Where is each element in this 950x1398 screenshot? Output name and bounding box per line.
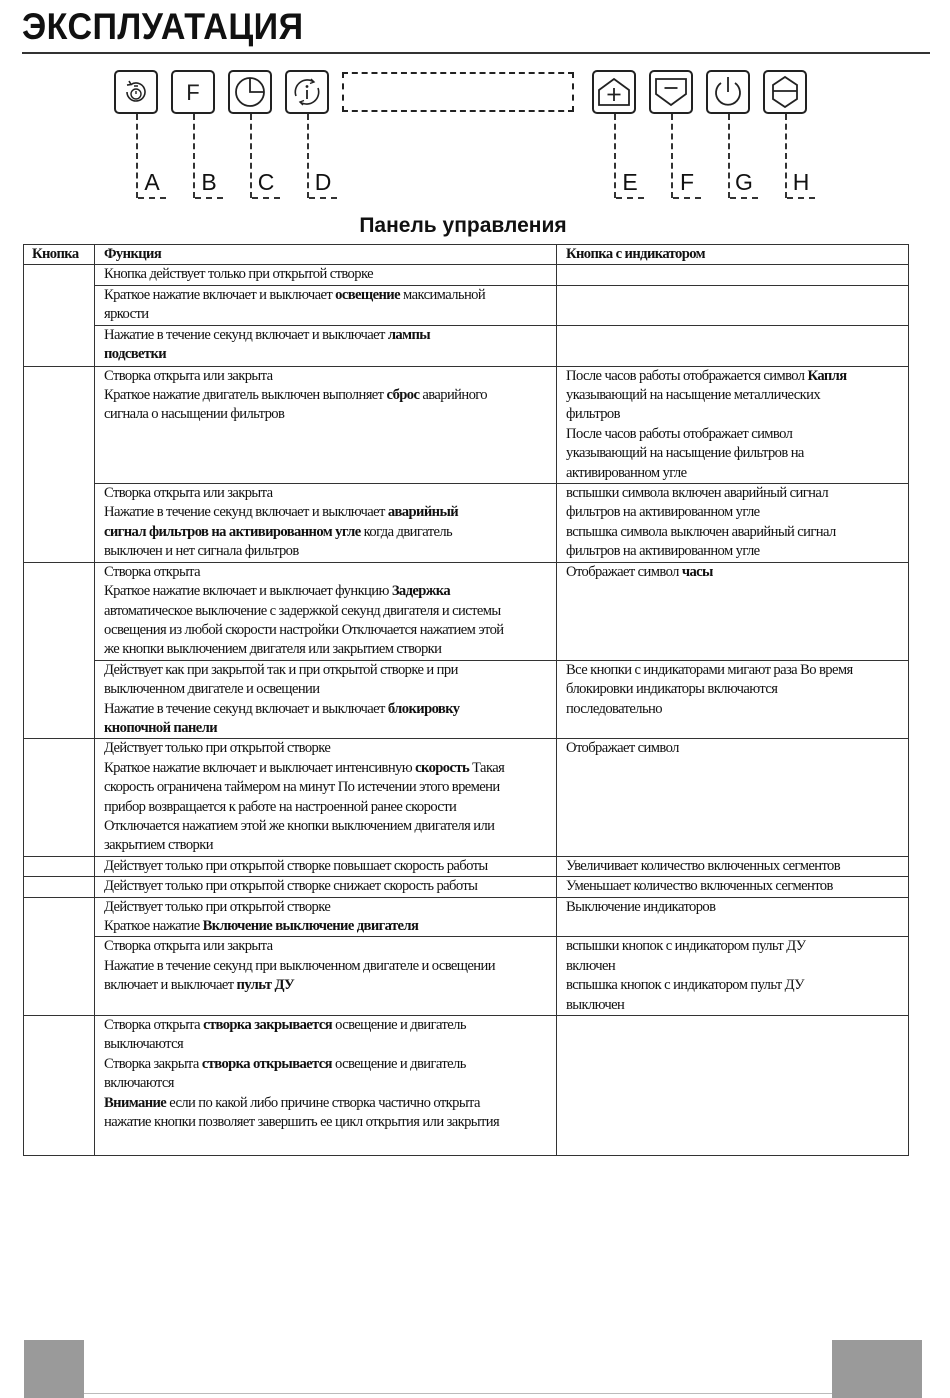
indicator-cell <box>557 484 909 563</box>
function-f-icon <box>176 75 210 109</box>
cell-line: автоматическое выключение с задержкой секунд двигателя и системы <box>104 602 501 619</box>
cell-line: вспышки кнопок с индикатором пульт ДУ <box>566 938 806 955</box>
cell-line: Кнопка действует только при открытой створке <box>104 266 373 283</box>
cell-line: Уменьшает количество включенных сегментов <box>566 878 833 895</box>
cell-line: включен <box>566 957 616 974</box>
table-row <box>24 897 909 937</box>
button-g-power <box>706 70 750 114</box>
display-area <box>342 72 574 112</box>
indicator-cell <box>557 877 909 897</box>
function-cell <box>95 484 557 563</box>
button-cell-d <box>24 739 95 856</box>
footer-rule <box>84 1393 832 1394</box>
cell-line: Выключение индикаторов <box>566 898 716 915</box>
cell-line: выключен <box>566 996 625 1013</box>
cell-line: Увеличивает количество включенных сегментов <box>566 857 841 874</box>
cell-line: Нажатие в течение секунд включает и выключает аварийный <box>104 504 459 521</box>
cell-line: Краткое нажатие двигатель выключен выполняет сброс аварийного <box>104 387 488 404</box>
button-cell-b <box>24 366 95 562</box>
table-header-row <box>24 245 909 265</box>
table-row <box>24 562 909 660</box>
section-title: Панель управления <box>359 214 567 237</box>
cell-line: Краткое нажатие включает и выключает функцию Задержка <box>104 583 451 600</box>
cell-line: Створка открыта <box>104 563 201 580</box>
cell-line: кнопочной панели <box>104 719 218 736</box>
cell-line: включает и выключает пульт ДУ <box>104 977 295 994</box>
indicator-cell <box>557 856 909 876</box>
cell-line: включаются <box>104 1075 174 1092</box>
cell-line: Все кнопки с индикаторами мигают раза Во время <box>566 661 853 678</box>
cell-line: освещения из любой скорости настройки Отключается нажатием этой <box>104 621 504 638</box>
label-c: C <box>252 168 280 199</box>
indicator-cell <box>557 265 909 285</box>
button-cell-h <box>24 1016 95 1156</box>
button-cell-a <box>24 265 95 366</box>
title-divider <box>22 52 930 54</box>
label-b: B <box>195 168 223 199</box>
cell-line: вспышка символа выключен аварийный сигнал <box>566 523 836 540</box>
panel-open-close-icon <box>767 74 803 110</box>
cell-line: нажатие кнопки позволяет завершить ее цикл открытия или закрытия <box>104 1114 500 1131</box>
cell-line: Краткое нажатие Включение выключение двигателя <box>104 918 419 934</box>
cell-line: После часов работы отображает символ <box>566 425 793 442</box>
indicator-cell <box>557 366 909 483</box>
indicator-cell <box>557 562 909 660</box>
label-g: G <box>730 168 758 199</box>
cell-line: яркости <box>104 306 149 323</box>
indicator-cell <box>557 937 909 1016</box>
function-cell <box>95 366 557 483</box>
cell-line: Действует только при открытой створке повышает скорость работы <box>104 857 488 874</box>
indicator-cell <box>557 325 909 366</box>
button-cell-g <box>24 897 95 1015</box>
cell-line: прибор возвращается к работе на настроенной ранее скорости <box>104 798 457 815</box>
page-title: ЭКСПЛУАТАЦИЯ <box>22 6 304 47</box>
speed-plus-icon <box>596 74 632 110</box>
cell-line: подсветки <box>104 346 167 363</box>
button-e-speed-up <box>592 70 636 114</box>
header-button: Кнопка <box>24 245 95 265</box>
table-row <box>24 877 909 897</box>
cell-line: Краткое нажатие включает и выключает освещение максимальной <box>104 286 486 303</box>
table-row <box>24 1016 909 1156</box>
cell-line: активированном угле <box>566 464 687 481</box>
cell-line: Отображает символ <box>566 740 679 757</box>
cell-line: Створка открыта или закрыта <box>104 485 273 502</box>
table-row <box>24 937 909 1016</box>
cell-line: Действует только при открытой створке <box>104 898 331 915</box>
table-row <box>24 739 909 856</box>
function-f-label: F <box>186 80 200 105</box>
label-f: F <box>673 168 701 199</box>
cell-line: фильтров <box>566 406 620 423</box>
table-row <box>24 484 909 563</box>
button-c-clock <box>228 70 272 114</box>
function-cell <box>95 937 557 1016</box>
cell-line: Створка открыта или закрыта <box>104 938 273 955</box>
cell-line: сигнал фильтров на активированном угле когда двигатель <box>104 523 453 540</box>
table-row <box>24 856 909 876</box>
table-row <box>24 265 909 285</box>
function-cell <box>95 897 557 937</box>
cell-line: закрытием створки <box>104 837 213 854</box>
function-cell <box>95 325 557 366</box>
header-function: Функция <box>95 245 557 265</box>
control-panel-table <box>23 244 909 1156</box>
button-b-function <box>171 70 215 114</box>
table-row <box>24 366 909 483</box>
cell-line: Нажатие в течение секунд включает и выключает лампы <box>104 326 431 343</box>
cell-line: выключен и нет сигнала фильтров <box>104 543 299 560</box>
function-cell <box>95 562 557 660</box>
button-cell-e <box>24 856 95 876</box>
table-row <box>24 325 909 366</box>
cell-line: После часов работы отображается символ Капля <box>566 367 847 384</box>
function-cell <box>95 265 557 285</box>
cell-line: Действует только при открытой створке <box>104 740 331 757</box>
cell-line: блокировки индикаторы включаются <box>566 681 778 698</box>
function-cell <box>95 856 557 876</box>
cell-line: Нажатие в течение секунд при выключенном двигателе и освещении <box>104 957 495 974</box>
cell-line: скорость ограничена таймером на минут По истечении этого времени <box>104 779 500 796</box>
button-h-panel <box>763 70 807 114</box>
footer-bar-left <box>24 1340 84 1398</box>
speed-minus-icon <box>653 74 689 110</box>
label-h: H <box>787 168 815 199</box>
cell-line: последовательно <box>566 700 662 717</box>
indicator-cell <box>557 660 909 739</box>
cell-line: Действует только при открытой створке снижает скорость работы <box>104 878 478 895</box>
cell-line: вспышки символа включен аварийный сигнал <box>566 485 829 502</box>
power-icon <box>710 74 746 110</box>
label-d: D <box>309 168 337 199</box>
footer-bar-right <box>832 1340 922 1398</box>
button-cell-c <box>24 562 95 739</box>
function-cell <box>95 285 557 325</box>
cell-line: Нажатие в течение секунд включает и выключает блокировку <box>104 700 460 717</box>
label-e: E <box>616 168 644 199</box>
indicator-cell <box>557 739 909 856</box>
function-cell <box>95 660 557 739</box>
cell-line: Действует как при закрытой так и при открытой створке и при <box>104 661 458 678</box>
cell-line: Краткое нажатие включает и выключает интенсивную скорость Такая <box>104 759 505 776</box>
indicator-cell <box>557 1016 909 1156</box>
cell-line: выключаются <box>104 1036 184 1053</box>
indicator-cell <box>557 285 909 325</box>
cell-line: фильтров на активированном угле <box>566 504 760 521</box>
table-row <box>24 285 909 325</box>
function-cell <box>95 877 557 897</box>
cell-line: указывающий на насыщение металлических <box>566 387 821 404</box>
cell-line: фильтров на активированном угле <box>566 543 760 560</box>
button-cell-f <box>24 877 95 897</box>
indicator-cell <box>557 897 909 937</box>
clock-timer-icon <box>232 74 268 110</box>
cell-line: Створка открыта створка закрывается освещение и двигатель <box>104 1017 466 1034</box>
button-f-speed-down <box>649 70 693 114</box>
function-cell <box>95 1016 557 1156</box>
cell-line: Отображает символ часы <box>566 563 713 580</box>
cell-line: сигнала о насыщении фильтров <box>104 406 285 423</box>
header-indicator: Кнопка с индикатором <box>557 245 909 265</box>
cell-line: Отключается нажатием этой же кнопки выключением двигателя или <box>104 817 495 834</box>
cell-line: Внимание если по какой либо причине створка частично открыта <box>104 1094 480 1111</box>
cell-line: Створка закрыта створка открывается освещение и двигатель <box>104 1055 466 1072</box>
cell-line: же кнопки выключением двигателя или закрытием створки <box>104 641 442 658</box>
info-rotate-icon <box>289 74 325 110</box>
button-d-info <box>285 70 329 114</box>
function-cell <box>95 739 557 856</box>
cell-line: выключенном двигателе и освещении <box>104 681 320 698</box>
cell-line: Створка открыта или закрыта <box>104 367 273 384</box>
button-a-timer-reset <box>114 70 158 114</box>
table-row <box>24 660 909 739</box>
timer-reset-icon <box>119 75 153 109</box>
cell-line: указывающий на насыщение фильтров на <box>566 445 804 462</box>
label-a: A <box>138 168 166 199</box>
cell-line: вспышка кнопок с индикатором пульт ДУ <box>566 977 804 994</box>
